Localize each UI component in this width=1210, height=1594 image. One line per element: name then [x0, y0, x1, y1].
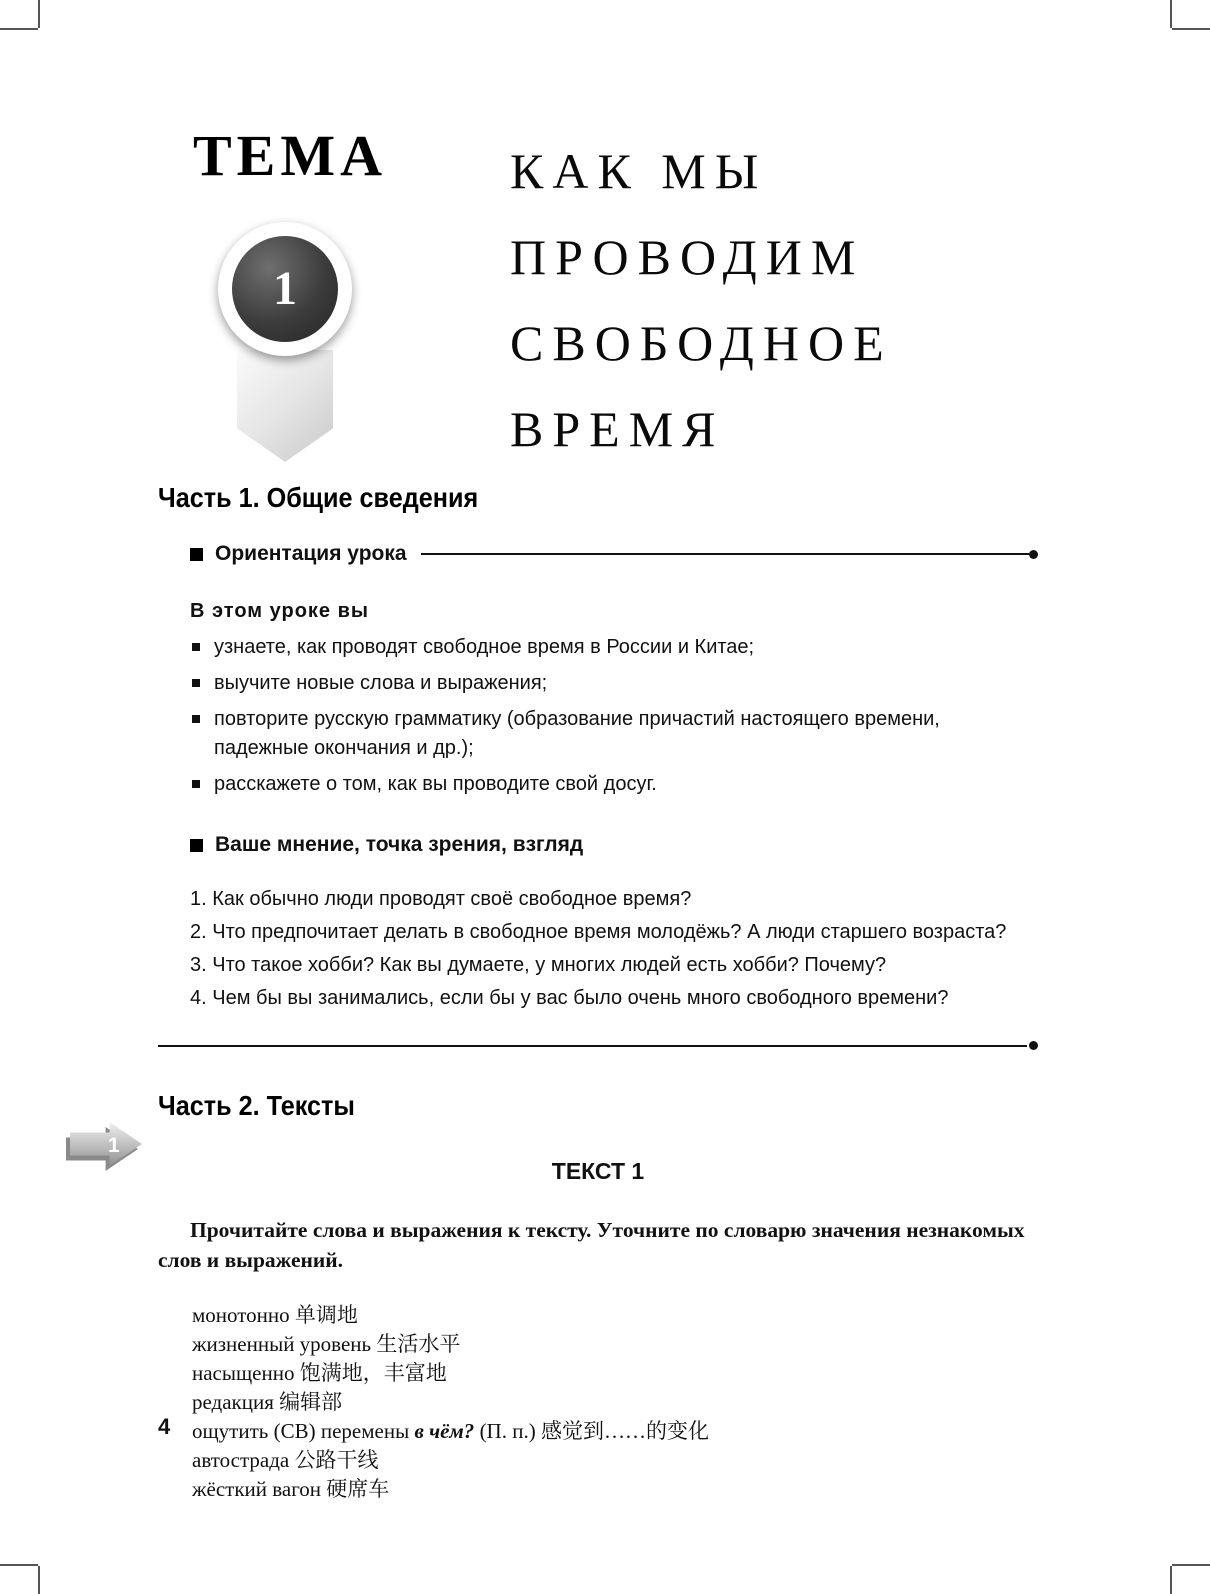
vocab-entry [192, 1417, 1038, 1446]
badge-ribbon [237, 350, 333, 462]
vocab-ru: монотонно [192, 1303, 290, 1327]
lesson-intro-heading: В этом уроке вы [190, 600, 369, 622]
chapter-title-line: КАК МЫ [510, 143, 768, 199]
chapter-title-line: ВРЕМЯ [510, 401, 725, 457]
vocab-entry [192, 1388, 1038, 1417]
task-number: 1 [108, 1134, 120, 1157]
vocab-ru: ощутить (СВ) перемены [192, 1419, 410, 1443]
vocab-zh: 单调地 [294, 1303, 358, 1327]
chapter-title-line: ПРОВОДИМ [510, 229, 865, 285]
lesson-goal-text: узнаете, как проводят свободное время в России и Китае; [214, 636, 755, 658]
vocab-ru: жизненный уровень [192, 1332, 372, 1356]
vocab-ru-italic: в чём? [414, 1419, 475, 1443]
vocab-ru-case: (П. п.) [479, 1419, 536, 1443]
tema-label: ТЕМА [193, 123, 387, 188]
lesson-goal-text: расскажете о том, как вы проводите свой досуг. [214, 773, 657, 795]
crop-mark-top-left-vertical [38, 0, 40, 28]
crop-mark-bottom-left-horizontal [0, 1564, 38, 1566]
question-item: 3. Что такое хобби? Как вы думаете, у многих людей есть хобби? Почему? [190, 954, 887, 976]
divider-line [158, 1045, 1027, 1047]
page-number: 4 [158, 1414, 171, 1439]
crop-mark-top-right-vertical [1170, 0, 1172, 28]
vocab-ru: редакция [192, 1390, 274, 1414]
vocab-ru: насыщенно [192, 1361, 295, 1385]
crop-mark-bottom-left-vertical [38, 1566, 40, 1594]
vocabulary-list [192, 1301, 1038, 1504]
part2-heading: Часть 2. Тексты [158, 1090, 355, 1121]
theme-number-badge [218, 222, 352, 452]
text1-heading: ТЕКСТ 1 [551, 1158, 645, 1184]
vocab-entry [192, 1330, 1038, 1359]
lesson-goals-list [192, 633, 1038, 799]
vocab-entry [192, 1475, 1038, 1504]
page-content [158, 482, 1038, 1504]
opinion-section-header [190, 833, 1038, 857]
opinion-label: Ваше мнение, точка зрения, взгляд [215, 833, 584, 856]
vocab-zh: 硬席车 [326, 1477, 390, 1501]
question-item: 4. Чем бы вы занимались, если бы у вас было очень много свободного времени? [190, 987, 949, 1009]
lesson-goal-text: повторите русскую грамматику (образование причастий настоящего времени, падежные окончания и др.); [214, 708, 940, 759]
vocab-entry [192, 1446, 1038, 1475]
lesson-goal-item [192, 705, 1038, 763]
rule-end-dot-icon [1029, 1041, 1038, 1050]
vocab-entry [192, 1301, 1038, 1330]
crop-mark-top-left-horizontal [0, 28, 38, 30]
badge-outer-circle [218, 222, 352, 356]
section-divider [158, 1041, 1038, 1050]
rule-end-dot-icon [1029, 550, 1038, 559]
crop-mark-top-right-horizontal [1172, 28, 1210, 30]
vocab-zh: 公路干线 [294, 1448, 379, 1472]
vocab-zh: 感觉到……的变化 [540, 1419, 709, 1443]
question-item: 2. Что предпочитает делать в свободное время молодёжь? А люди старшего возраста? [190, 921, 1007, 943]
square-bullet-icon [190, 548, 203, 561]
crop-mark-bottom-right-horizontal [1172, 1564, 1210, 1566]
square-bullet-icon [190, 839, 203, 852]
part1-heading: Часть 1. Общие сведения [158, 482, 479, 513]
chapter-title-line: СВОБОДНОЕ [510, 315, 893, 371]
lesson-goal-item [192, 633, 1038, 662]
vocab-zh: 编辑部 [279, 1390, 343, 1414]
crop-mark-bottom-right-vertical [1170, 1566, 1172, 1594]
vocab-ru: автострада [192, 1448, 290, 1472]
vocab-entry [192, 1359, 1038, 1388]
vocab-zh: 饱满地，丰富地 [299, 1361, 447, 1385]
badge-inner-circle [232, 236, 338, 342]
lesson-goal-item [192, 669, 1038, 698]
task-number-arrow [70, 1122, 142, 1170]
lesson-goal-text: выучите новые слова и выражения; [214, 672, 548, 694]
task-instruction: Прочитайте слова и выражения к тексту. Уточните по словарю значения незнакомых слов и выражений. [158, 1218, 1025, 1272]
question-item: 1. Как обычно люди проводят своё свободное время? [190, 888, 692, 910]
orientation-section-header [190, 542, 1038, 566]
orientation-label: Ориентация урока [215, 542, 407, 565]
vocab-ru: жёсткий вагон [192, 1477, 322, 1501]
lesson-goal-item [192, 770, 1038, 799]
chapter-title [510, 128, 893, 472]
theme-number: 1 [273, 262, 297, 315]
discussion-questions [158, 885, 1038, 1013]
orientation-rule-line [421, 553, 1029, 555]
vocab-zh: 生活水平 [376, 1332, 461, 1356]
